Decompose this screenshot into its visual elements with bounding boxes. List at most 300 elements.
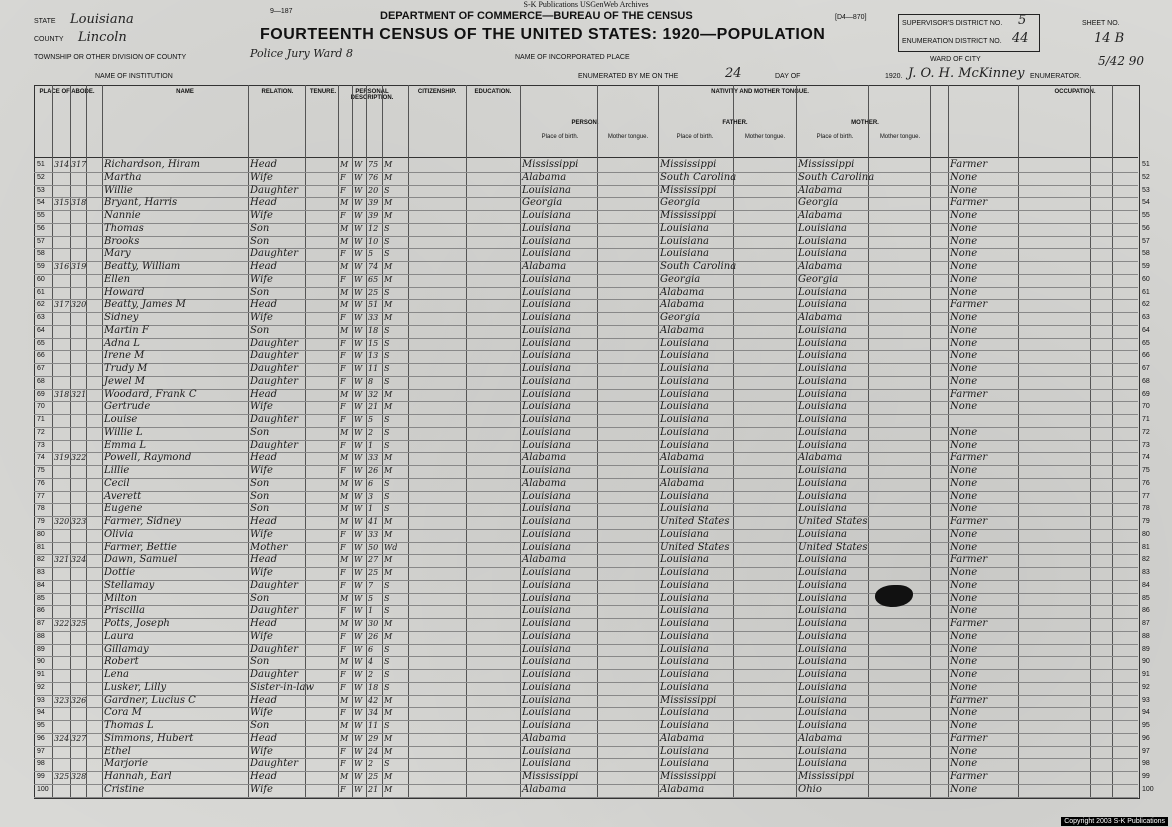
dwelling-number (54, 593, 70, 606)
table-row (0, 376, 1172, 389)
sex: F (340, 784, 346, 794)
dwelling-number: 322 (54, 619, 70, 628)
age: 75 (368, 160, 379, 169)
race: W (354, 746, 363, 756)
sex: F (340, 351, 346, 361)
marital-status: M (384, 313, 393, 322)
person-name: Dawn, Samuel (104, 554, 178, 566)
table-row (0, 414, 1172, 427)
person-name: Potts, Joseph (104, 618, 170, 629)
family-number (71, 350, 87, 363)
marital-status: M (384, 517, 393, 526)
line-number: 85 (37, 594, 45, 602)
occupation: Farmer (950, 732, 988, 744)
line-number-right: 81 (1142, 543, 1150, 551)
person-name: Dottie (104, 567, 136, 578)
race: W (354, 593, 363, 603)
marital-status: M (384, 733, 393, 743)
line-number-right: 77 (1142, 492, 1150, 500)
father-birthplace: Louisiana (660, 248, 709, 260)
marital-status: S (384, 606, 390, 616)
line-number: 93 (37, 696, 45, 704)
line-number-right: 90 (1142, 658, 1150, 666)
birthplace: Louisiana (522, 579, 571, 591)
dwelling-number (54, 491, 70, 504)
dwelling-number (54, 338, 70, 351)
dwelling-number: 323 (54, 695, 70, 705)
table-row (0, 363, 1172, 376)
line-number: 73 (37, 441, 45, 449)
table-row (0, 465, 1172, 478)
age: 41 (368, 517, 379, 526)
table-row (0, 185, 1172, 198)
occupation: None (950, 643, 978, 655)
dwelling-number (54, 503, 70, 516)
year-label: 1920. (885, 73, 903, 80)
occupation: None (950, 681, 978, 693)
line-number: 69 (37, 390, 45, 398)
father-birthplace: Louisiana (660, 528, 709, 540)
copyright-notice: Copyright 2003 S-K Publications (1061, 817, 1168, 826)
dwelling-number (54, 720, 70, 733)
line-number-right: 62 (1142, 301, 1150, 309)
marital-status: M (384, 262, 393, 271)
day-value: 24 (725, 66, 742, 81)
family-number (71, 427, 87, 440)
line-number-right: 100 (1142, 785, 1154, 793)
line-number: 76 (37, 479, 45, 487)
marital-status: Wd (384, 542, 398, 552)
line-number-right: 78 (1142, 505, 1150, 513)
table-row (0, 784, 1172, 797)
family-number: 320 (71, 300, 87, 310)
marital-status: S (384, 721, 390, 730)
father-birthplace: Mississippi (660, 184, 717, 196)
race: W (354, 580, 363, 590)
sex: F (340, 542, 346, 552)
mother-birthplace: Louisiana (798, 426, 847, 438)
line-number: 90 (37, 658, 45, 666)
family-number (71, 682, 87, 695)
line-number-right: 97 (1142, 747, 1150, 755)
father-birthplace: Alabama (660, 477, 705, 489)
line-number: 51 (37, 161, 45, 168)
dwelling-number (54, 465, 70, 478)
family-number (71, 529, 87, 542)
person-name: Marjorie (104, 758, 148, 770)
family-number: 321 (71, 389, 87, 399)
line-number-right: 84 (1142, 581, 1150, 589)
relation: Son (250, 324, 270, 336)
father-birthplace: Louisiana (660, 426, 709, 438)
marital-status: S (384, 427, 390, 437)
marital-status: M (384, 172, 393, 182)
sex: F (340, 568, 346, 577)
dwelling-number: 317 (54, 300, 70, 310)
line-number: 88 (37, 632, 45, 640)
race: W (354, 708, 363, 718)
dwelling-number (54, 478, 70, 491)
line-number-right: 53 (1142, 186, 1150, 194)
sex: M (340, 733, 349, 743)
person-name: Priscilla (104, 605, 145, 617)
family-number (71, 223, 87, 236)
mother-birthplace: Alabama (798, 261, 843, 272)
line-number: 87 (37, 620, 45, 627)
line-number: 94 (37, 709, 45, 717)
place-label: NAME OF INCORPORATED PLACE (515, 54, 630, 61)
person-name: Howard (104, 286, 145, 298)
group-personal: PERSONAL DESCRIPTION. (350, 89, 394, 101)
father-birthplace: Louisiana (660, 720, 709, 731)
marital-status: S (384, 236, 390, 246)
race: W (354, 427, 363, 437)
relation: Daughter (250, 350, 298, 362)
marital-status: S (384, 325, 390, 335)
relation: Head (250, 771, 278, 782)
relation: Son (250, 477, 270, 489)
age: 39 (368, 211, 379, 220)
sex: F (340, 313, 346, 322)
dwelling-number (54, 707, 70, 720)
marital-status: M (384, 746, 393, 756)
row-rule (34, 797, 1138, 798)
mother-birthplace: Alabama (798, 210, 843, 221)
dwelling-number: 316 (54, 262, 70, 271)
father-birthplace: Louisiana (660, 656, 709, 668)
family-number (71, 542, 87, 555)
table-row (0, 248, 1172, 261)
occupation: None (950, 401, 978, 413)
mother-birthplace: Louisiana (798, 465, 847, 476)
table-row (0, 350, 1172, 363)
father-birthplace: Louisiana (660, 592, 709, 604)
line-number-right: 92 (1142, 683, 1150, 691)
age: 26 (368, 466, 379, 475)
age: 29 (368, 733, 379, 743)
age: 33 (368, 529, 379, 539)
race: W (354, 313, 363, 322)
person-name: Powell, Raymond (104, 452, 192, 464)
relation: Sister-in-law (250, 681, 315, 693)
race: W (354, 325, 363, 335)
person-name: Ellen (104, 273, 131, 285)
birthplace: Louisiana (522, 286, 571, 298)
dwelling-number: 319 (54, 453, 70, 463)
enum-district-value: 44 (1012, 31, 1029, 46)
sex: M (340, 300, 349, 310)
group-education: EDUCATION. (474, 89, 512, 95)
father-tongue-head: Mother tongue. (744, 134, 786, 140)
mother-birthplace: Louisiana (798, 579, 847, 591)
person-name: Willie L (104, 426, 143, 438)
table-row (0, 720, 1172, 733)
dwelling-number (54, 656, 70, 669)
line-number-right: 60 (1142, 275, 1150, 283)
sex: F (340, 440, 346, 450)
person-name: Averett (104, 490, 142, 502)
race: W (354, 631, 363, 641)
mother-birthplace: Alabama (798, 312, 843, 323)
father-birthplace: Louisiana (660, 630, 709, 642)
line-number: 82 (37, 556, 45, 564)
group-place-of-abode: PLACE OF ABODE. (39, 89, 95, 95)
family-number (71, 631, 87, 644)
age: 15 (368, 338, 379, 348)
age: 26 (368, 631, 379, 641)
father-birthplace: Alabama (660, 286, 705, 298)
table-row (0, 299, 1172, 312)
age: 4 (368, 657, 374, 667)
mother-birthplace: Louisiana (798, 248, 847, 260)
mother-birthplace: Alabama (798, 184, 843, 196)
family-number (71, 503, 87, 516)
dwelling-number (54, 605, 70, 618)
age: 2 (368, 670, 374, 679)
sex: M (340, 593, 349, 603)
family-number: 317 (71, 160, 87, 169)
state-label: STATE (34, 18, 56, 25)
relation: Son (250, 503, 270, 515)
birthplace: Louisiana (522, 745, 571, 757)
mother-birthplace: Louisiana (798, 669, 847, 680)
mother-birthplace: Louisiana (798, 299, 847, 311)
enum-district-label: ENUMERATION DISTRICT NO. (902, 38, 1002, 45)
father-birthplace: Louisiana (660, 414, 709, 425)
line-number: 54 (37, 199, 45, 207)
sex: M (340, 223, 349, 233)
relation: Head (250, 694, 278, 706)
age: 2 (368, 427, 374, 437)
occupation: None (950, 363, 978, 374)
family-number (71, 605, 87, 618)
line-number: 98 (37, 760, 45, 768)
race: W (354, 198, 363, 208)
age: 11 (368, 721, 379, 730)
birthplace: Louisiana (522, 350, 571, 362)
birthplace: Louisiana (522, 516, 571, 527)
occupation: None (950, 630, 978, 642)
sex: F (340, 402, 346, 412)
line-number-right: 98 (1142, 760, 1150, 768)
marital-status: M (384, 772, 393, 781)
line-number: 84 (37, 581, 45, 589)
line-number: 52 (37, 173, 45, 181)
table-row (0, 210, 1172, 223)
dwelling-number (54, 440, 70, 453)
race: W (354, 568, 363, 577)
marital-status: S (384, 376, 390, 386)
occupation: None (950, 171, 978, 183)
line-number: 60 (37, 275, 45, 283)
mother-birthplace: Louisiana (798, 618, 847, 629)
father-birthplace: Georgia (660, 197, 701, 209)
marital-status: M (384, 402, 393, 412)
age: 7 (368, 580, 374, 590)
birthplace: Georgia (522, 197, 563, 209)
occupation: None (950, 477, 978, 489)
table-row (0, 172, 1172, 185)
birthplace: Mississippi (522, 159, 579, 170)
family-number (71, 784, 87, 797)
age: 8 (368, 376, 374, 386)
group-tenure: TENURE. (309, 89, 337, 95)
sex: F (340, 376, 346, 386)
age: 6 (368, 478, 374, 488)
family-number: 326 (71, 695, 87, 705)
relation: Wife (250, 465, 273, 476)
line-number-right: 76 (1142, 479, 1150, 487)
relation: Daughter (250, 375, 298, 387)
line-number-right: 71 (1142, 416, 1150, 423)
race: W (354, 670, 363, 679)
person-name: Sidney (104, 312, 139, 323)
family-number (71, 567, 87, 580)
age: 25 (368, 287, 379, 297)
relation: Wife (250, 401, 273, 413)
age: 12 (368, 223, 379, 233)
birthplace: Alabama (522, 554, 567, 566)
marital-status: S (384, 478, 390, 488)
occupation (950, 414, 1018, 427)
birthplace: Louisiana (522, 312, 571, 323)
mother-birthplace: Louisiana (798, 401, 847, 413)
census-title: FOURTEENTH CENSUS OF THE UNITED STATES: 1920—POPULATION (260, 26, 826, 43)
person-name: Cora M (104, 707, 142, 719)
dwelling-number: 315 (54, 198, 70, 208)
mother-birthplace: Louisiana (798, 503, 847, 515)
family-number: 323 (71, 517, 87, 526)
father-birthplace: Alabama (660, 783, 705, 795)
occupation: None (950, 286, 978, 298)
relation: Head (250, 618, 278, 629)
line-number: 55 (37, 212, 45, 219)
father-birthplace: Alabama (660, 732, 705, 744)
birthplace: Louisiana (522, 643, 571, 655)
occupation: Farmer (950, 554, 988, 566)
race: W (354, 555, 363, 565)
institution-label: NAME OF INSTITUTION (95, 73, 173, 80)
marital-status: S (384, 185, 390, 195)
table-row (0, 618, 1172, 631)
mother-birthplace: United States (798, 516, 868, 527)
relation: Head (250, 261, 278, 272)
sex: F (340, 606, 346, 616)
sex: F (340, 185, 346, 195)
relation: Daughter (250, 605, 298, 617)
line-number: 68 (37, 377, 45, 385)
father-birthplace: Louisiana (660, 350, 709, 362)
person-tongue-head: Mother tongue. (607, 134, 649, 140)
relation: Daughter (250, 643, 298, 655)
family-number (71, 746, 87, 759)
mother-birthplace: Louisiana (798, 235, 847, 247)
relation: Son (250, 490, 270, 502)
mother-birthplace: Louisiana (798, 720, 847, 731)
relation: Head (250, 388, 278, 400)
occupation: Farmer (950, 771, 988, 782)
age: 21 (368, 402, 379, 412)
age: 1 (368, 504, 374, 514)
line-number-right: 69 (1142, 390, 1150, 398)
dwelling-number (54, 350, 70, 363)
birthplace: Louisiana (522, 273, 571, 285)
age: 11 (368, 364, 379, 373)
table-row (0, 503, 1172, 516)
mother-birthplace: Louisiana (798, 758, 847, 770)
table-row (0, 669, 1172, 682)
birthplace: Alabama (522, 732, 567, 744)
race: W (354, 491, 363, 501)
line-number: 70 (37, 403, 45, 411)
age: 33 (368, 313, 379, 322)
age: 24 (368, 746, 379, 756)
relation: Head (250, 159, 278, 170)
sex: F (340, 670, 346, 679)
line-number: 59 (37, 263, 45, 270)
marital-status: S (384, 287, 390, 297)
sex: M (340, 772, 349, 781)
occupation: Farmer (950, 388, 988, 400)
supervisor-label: SUPERVISOR'S DISTRICT NO. (902, 20, 1003, 27)
family-number (71, 478, 87, 491)
father-birthplace: Louisiana (660, 554, 709, 566)
person-name: Beatty, William (104, 261, 181, 272)
family-number (71, 580, 87, 593)
mother-birthplace: Louisiana (798, 567, 847, 578)
father-birthplace: Georgia (660, 273, 701, 285)
person-name: Lena (104, 669, 129, 680)
occupation: None (950, 248, 978, 260)
family-number (71, 465, 87, 478)
line-number: 78 (37, 505, 45, 513)
family-number (71, 593, 87, 606)
race: W (354, 606, 363, 616)
occupation: None (950, 337, 978, 349)
family-number: 322 (71, 453, 87, 463)
marital-status: M (384, 568, 393, 577)
dwelling-number (54, 644, 70, 657)
family-number (71, 325, 87, 338)
line-number-right: 88 (1142, 632, 1150, 640)
table-row (0, 274, 1172, 287)
race: W (354, 682, 363, 692)
line-number-right: 56 (1142, 224, 1150, 232)
age: 39 (368, 198, 379, 208)
father-birthplace: Louisiana (660, 758, 709, 770)
table-row (0, 567, 1172, 580)
marital-status: S (384, 644, 390, 654)
line-number: 96 (37, 734, 45, 742)
sex: M (340, 517, 349, 526)
table-row (0, 427, 1172, 440)
line-number-right: 86 (1142, 607, 1150, 615)
group-citizenship: CITIZENSHIP. (417, 89, 457, 95)
birthplace: Louisiana (522, 503, 571, 515)
mother-pob-head: Place of birth. (816, 134, 854, 140)
age: 30 (368, 619, 379, 628)
person-name: Farmer, Sidney (104, 516, 181, 527)
person-name: Willie (104, 184, 133, 196)
person-name: Milton (104, 592, 138, 604)
race: W (354, 542, 363, 552)
occupation: None (950, 745, 978, 757)
mother-birthplace: Louisiana (798, 363, 847, 374)
father-birthplace: Louisiana (660, 579, 709, 591)
sex: M (340, 198, 349, 208)
table-row (0, 389, 1172, 402)
person-name: Lusker, Lilly (104, 681, 167, 693)
